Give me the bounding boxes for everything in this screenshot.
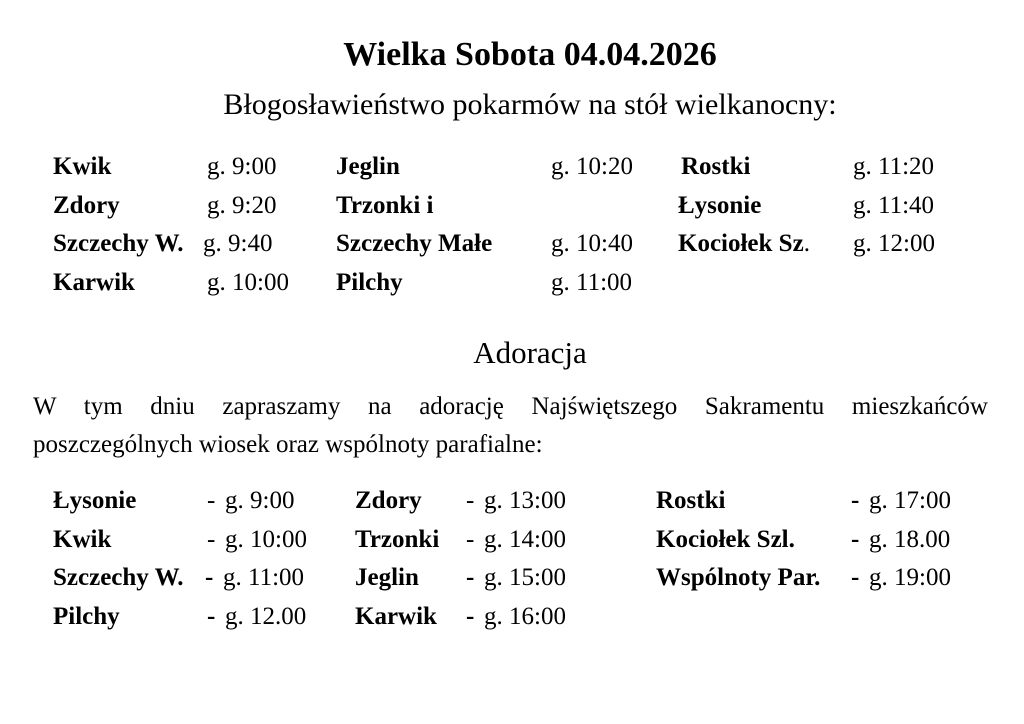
adoration-dash: - [207,526,216,553]
adoration-dash: - [207,487,216,514]
blessing-time: g. 10:40 [551,230,633,257]
adoration-village: Pilchy [53,603,120,630]
blessing-time: g. 12:00 [853,230,935,257]
adoration-paragraph-line1: W tym dniu zapraszamy na adorację Najświętszego Sakramentu mieszkańców [33,393,988,420]
adoration-dash: - [466,487,475,514]
blessing-village: Rostki [681,153,751,180]
page-title: Wielka Sobota 04.04.2026 [343,36,717,73]
blessing-village-suffix: . [803,230,810,257]
adoration-dash: - [466,526,475,553]
adoration-dash: - [207,603,216,630]
adoration-time: g. 14:00 [484,526,566,553]
blessing-village: Trzonki i [336,192,434,219]
adoration-dash: - [851,487,860,514]
blessing-village: Zdory [53,192,120,219]
adoration-village: Trzonki [355,526,440,553]
blessing-time: g. 9:40 [203,230,273,257]
blessing-village: Szczechy Małe [336,230,493,257]
blessing-village-wrap [678,230,810,258]
adoration-village: Wspólnoty Par. [656,564,821,591]
adoration-village: Szczechy W. [53,564,184,591]
adoration-time: g. 17:00 [869,487,951,514]
adoration-time: g. 10:00 [225,526,307,553]
blessing-time: g. 11:00 [551,269,633,296]
blessing-time: g. 11:20 [853,153,935,180]
adoration-paragraph [33,388,988,464]
adoration-time: g. 9:00 [225,487,295,514]
section-heading-adoration: Adoracja [473,335,587,370]
blessing-village: Karwik [53,269,135,296]
blessing-village: Pilchy [336,269,403,296]
adoration-village: Rostki [656,487,726,514]
adoration-village: Kwik [53,526,112,553]
adoration-time: g. 19:00 [869,564,951,591]
blessing-time: g. 10:00 [207,269,289,296]
adoration-time: g. 13:00 [484,487,566,514]
adoration-dash: - [851,564,860,591]
blessing-village: Kwik [53,153,112,180]
blessing-time: g. 9:00 [207,153,277,180]
adoration-time: g. 15:00 [484,564,566,591]
adoration-dash: - [851,526,860,553]
adoration-time: g. 11:00 [223,564,305,591]
blessing-village: Kociołek Sz [678,230,804,257]
adoration-dash: - [466,564,475,591]
adoration-village: Zdory [355,487,422,514]
blessing-village: Jeglin [336,153,400,180]
blessing-time: g. 10:20 [551,153,633,180]
adoration-village: Jeglin [355,564,419,591]
adoration-village: Karwik [355,603,437,630]
adoration-dash: - [466,603,475,630]
blessing-time: g. 11:40 [853,192,935,219]
blessing-village: Łysonie [678,192,762,219]
adoration-time: g. 16:00 [484,603,566,630]
adoration-paragraph-line2: poszczególnych wiosek oraz wspólnoty parafialne: [33,431,543,458]
adoration-dash: - [205,564,214,591]
adoration-village: Kociołek Szl. [656,526,795,553]
blessing-village: Szczechy W. [53,230,184,257]
adoration-time: g. 12.00 [225,603,307,630]
blessing-time: g. 9:20 [207,192,277,219]
page-subtitle: Błogosławieństwo pokarmów na stół wielkanocny: [223,88,837,121]
adoration-village: Łysonie [53,487,137,514]
adoration-time: g. 18.00 [869,526,951,553]
